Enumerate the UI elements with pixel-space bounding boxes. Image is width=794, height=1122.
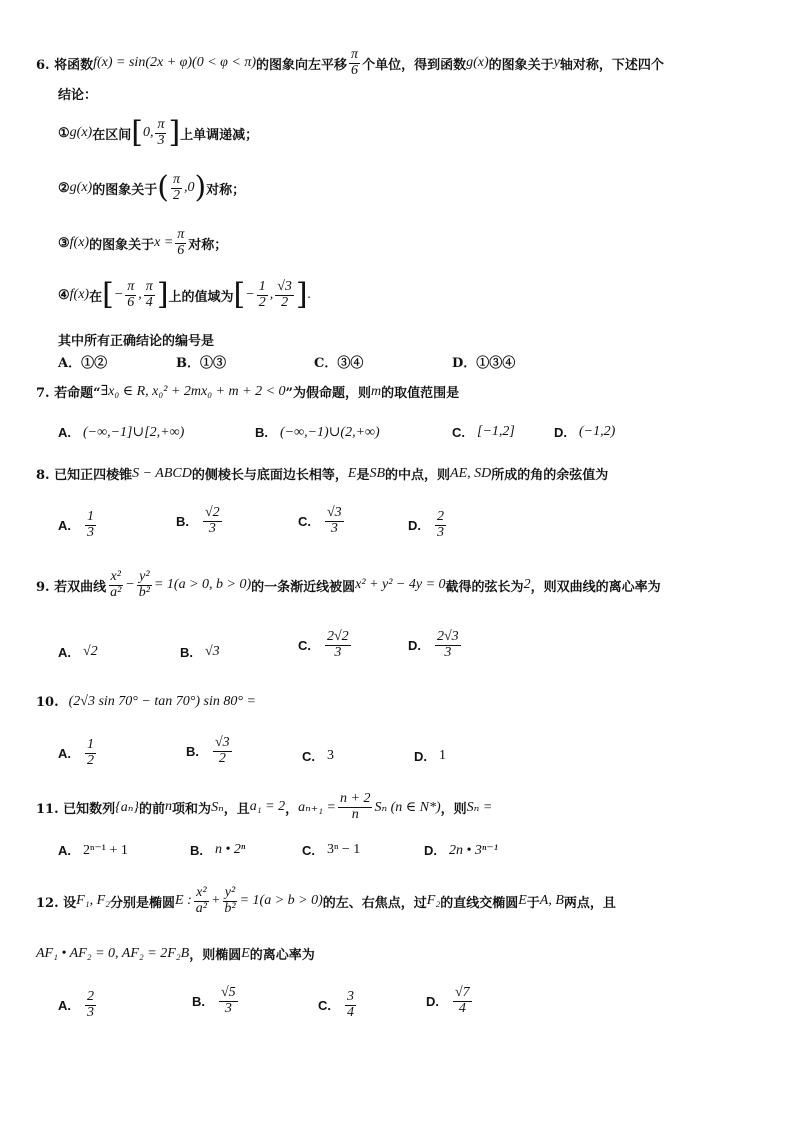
q9-mid2: 截得的弦长为 (445, 579, 524, 595)
frac-den: 2 (281, 294, 289, 310)
option-value: 3 (327, 748, 334, 763)
q11-mid: 的前 (139, 801, 166, 817)
frac-num: 2√2 (327, 629, 349, 644)
frac-num: 1 (87, 509, 94, 524)
q8-suffix: 所成的角的余弦值为 (491, 468, 609, 483)
frac-num: √5 (221, 985, 236, 1000)
s4-frac-d (275, 280, 294, 310)
frac-num: 1 (87, 737, 94, 752)
circled-2: ② (58, 180, 70, 196)
option-label: B. (255, 425, 268, 440)
option-label: D. (408, 517, 421, 533)
q12-line2 (36, 944, 315, 963)
q6-option-a[interactable]: A．①② (58, 356, 108, 371)
q11-sn2: Sₙ = (466, 799, 493, 815)
option-fraction (325, 630, 351, 660)
s3-fraction (175, 228, 186, 258)
q10-prefix: 10. (36, 694, 59, 710)
s4-mid2: 上的值域为 (168, 289, 234, 305)
q6-question-text: 其中所有正确结论的编号是 (58, 334, 215, 349)
q6-line2 (58, 84, 97, 103)
option-value: √3 (205, 644, 220, 659)
q9-option-c[interactable] (298, 630, 353, 660)
q9-suffix: ，则双曲线的离心率为 (530, 579, 661, 595)
q10-line (36, 694, 256, 710)
frac-den: 2 (87, 752, 94, 768)
q11-option-d[interactable] (424, 842, 498, 859)
q11-mid3: ，且 (223, 801, 250, 817)
q7-m: m (371, 383, 382, 399)
q9-line (36, 570, 661, 600)
q8-option-c[interactable] (298, 506, 346, 536)
q8-mid3: 的中点，则 (385, 468, 451, 483)
q8-pyramid: S − ABCD (132, 465, 192, 481)
q8-lines: AE, SD (450, 465, 492, 481)
s4-frac-c (257, 280, 268, 310)
period: . (307, 287, 312, 303)
frac-num: y² (139, 569, 150, 584)
circled-1: ① (58, 125, 70, 141)
q11-option-c[interactable] (302, 842, 360, 858)
option-label: B. (192, 993, 205, 1009)
frac-den: 3 (437, 524, 444, 540)
option-label: C. (452, 424, 465, 440)
s1-mid: 在区间 (92, 127, 132, 143)
frac-den: 3 (87, 524, 94, 540)
q6-suffix-c: 轴对称，下述四个 (559, 57, 664, 73)
q12-f2: F₂ (426, 893, 441, 909)
frac-num: x² (196, 885, 207, 900)
option-fraction (453, 986, 472, 1016)
frac-num: π (145, 279, 153, 294)
frac-den: 3 (157, 132, 165, 148)
frac-num: √2 (205, 505, 220, 520)
frac-den: 2 (258, 294, 266, 310)
q7-option-a[interactable] (58, 424, 184, 441)
q8-prefix: 8. 已知正四棱锥 (36, 468, 133, 483)
frac-num: √3 (215, 735, 230, 750)
frac-den: a² (110, 584, 122, 600)
minus-sign: − (245, 287, 255, 303)
frac-den: 6 (177, 242, 185, 258)
q7-option-c[interactable] (452, 424, 515, 440)
q12-eq: = 1(a > b > 0) (239, 893, 323, 909)
s4-frac-a (125, 280, 136, 310)
q7-suffix2: 的取值范围是 (381, 386, 460, 401)
q6-line1 (36, 48, 664, 78)
frac-num: 1 (258, 279, 266, 294)
option-label: A. (58, 997, 71, 1013)
q9-prefix: 9. 若双曲线 (36, 579, 107, 595)
q6-prefix: 6. 将函数 (36, 57, 94, 73)
option-value: (−∞,−1]∪[2,+∞) (83, 425, 185, 440)
frac-num: √3 (277, 279, 292, 294)
q8-option-a[interactable] (58, 510, 98, 540)
q6-statement-4 (58, 277, 312, 313)
q6-function: f(x) = sin(2x + φ)(0 < φ < π) (93, 55, 257, 71)
frac-den: 6 (127, 294, 135, 310)
minus-sign: − (113, 287, 124, 303)
q12-mid2: 的左、右焦点，过 (322, 895, 427, 911)
q9-mid: 的一条渐近线被圆 (251, 579, 356, 595)
q11-an1: aₙ₊₁ = (298, 799, 336, 815)
option-label: D. (554, 424, 567, 440)
s1-fraction (155, 118, 166, 148)
q7-suffix: ”为假命题，则 (285, 386, 372, 401)
frac-den: 2 (218, 750, 226, 766)
option-label: D. (408, 637, 421, 653)
option-fraction (85, 738, 96, 768)
q6-option-c[interactable]: C．③④ (314, 356, 364, 371)
frac-den: 3 (208, 520, 216, 536)
q8-line (36, 464, 608, 483)
bracket-right: ] (295, 277, 308, 313)
q6-suffix-a: 个单位，得到函数 (362, 57, 467, 73)
comma: , (138, 287, 142, 303)
q11-n: n (165, 799, 173, 815)
q7-line (36, 382, 459, 401)
q12-line2-end: 的离心率为 (249, 948, 315, 963)
q6-question (58, 330, 214, 349)
bracket-right: ] (168, 115, 181, 151)
q8-sb: SB (369, 465, 386, 481)
q6-shift-fraction (349, 48, 360, 78)
q11-suffix: ，则 (440, 801, 467, 817)
option-label: A. (58, 425, 71, 440)
q10-option-c[interactable] (302, 748, 334, 764)
s2-fraction (171, 173, 182, 203)
q12-e: E : (175, 893, 192, 909)
q12-mid: 分别是椭圆 (110, 895, 176, 911)
q8-mid: 的侧棱长与底面边长相等， (191, 468, 348, 483)
q6-mid: 的图象向左平移 (256, 57, 348, 73)
option-fraction (435, 630, 461, 660)
option-label: B. (180, 644, 193, 660)
q8-e: E (347, 465, 357, 481)
circled-3: ③ (58, 235, 70, 251)
option-label: A. (58, 745, 71, 761)
q12-mid3: 的直线交椭圆 (440, 895, 519, 911)
option-fraction (85, 510, 96, 540)
q9-option-d[interactable] (408, 630, 463, 660)
option-label: A. (58, 644, 71, 660)
q7-math: ∃x₀ ∈ R, x₀² + 2mx₀ + m + 2 < 0 (100, 384, 286, 399)
option-label: A. (58, 517, 71, 533)
q6-statement-3 (58, 228, 227, 258)
s3-suffix: 对称； (188, 237, 228, 253)
q11-option-a[interactable] (58, 842, 128, 859)
bracket-left: [ (102, 277, 114, 313)
frac-den: 3 (334, 644, 342, 660)
frac-num: 3 (347, 989, 354, 1004)
option-value: n • 2ⁿ (215, 842, 246, 857)
q12-mid4: 于 (526, 895, 540, 911)
q12-line1 (36, 886, 616, 916)
frac-num: 2√3 (437, 629, 459, 644)
q10-option-a[interactable] (58, 738, 98, 768)
option-fraction (435, 510, 446, 540)
frac-den: 3 (224, 1000, 232, 1016)
q11-prefix: 11. 已知数列 (36, 801, 116, 817)
option-label: C. (302, 748, 315, 764)
q12-vector-condition: AF₁ • AF₂ = 0, AF₂ = 2F₂B (36, 945, 190, 961)
frac-num: n + 2 (340, 791, 371, 806)
frac-den: 4 (347, 1004, 354, 1020)
option-value: (−1,2) (579, 424, 616, 439)
q12-ab: A, B (539, 893, 564, 909)
q9-frac-x (108, 570, 123, 600)
option-value: √2 (83, 644, 98, 659)
option-fraction (219, 986, 238, 1016)
s4-frac-b (144, 280, 155, 310)
frac-den: b² (138, 584, 150, 600)
s2-math: g(x) (69, 180, 93, 196)
q6-option-d[interactable]: D．①③④ (452, 356, 516, 371)
s1-math: g(x) (69, 125, 93, 141)
q10-math: (2√3 sin 70° − tan 70°) sin 80° = (68, 694, 256, 709)
s4-math: f(x) (69, 287, 90, 303)
frac-den: n (351, 806, 359, 822)
s1-suffix: 上单调递减； (180, 127, 259, 143)
frac-num: √3 (327, 505, 342, 520)
comma: , (269, 287, 274, 303)
frac-den: 4 (458, 1000, 466, 1016)
q12-line2-suffix: ，则椭圆 (189, 948, 242, 963)
q9-frac-y (137, 570, 152, 600)
s2-suffix: 对称； (206, 182, 246, 198)
q8-mid2: 是 (356, 468, 370, 483)
option-label: D. (426, 993, 439, 1009)
option-label: D. (424, 843, 437, 858)
frac-num: π (172, 172, 180, 187)
q9-two: 2 (523, 577, 531, 593)
q12-foci: F₁, F₂ (76, 893, 110, 909)
frac-num: π (177, 227, 185, 242)
frac-den: 6 (351, 62, 359, 78)
circled-4: ④ (58, 287, 70, 303)
q9-option-a[interactable] (58, 644, 98, 660)
q12-suffix: 两点，且 (563, 895, 616, 911)
q12-line2-e: E (241, 945, 250, 961)
s2-right: ,0 (183, 180, 195, 196)
q12-prefix: 12. 设 (36, 895, 77, 911)
frac-num: y² (224, 885, 236, 900)
frac-num: 2 (87, 989, 94, 1004)
q11-tail: Sₙ (n ∈ N*) (374, 799, 441, 815)
option-value: 2ⁿ⁻¹ + 1 (83, 843, 128, 858)
option-label: C. (298, 637, 311, 653)
option-value: [−1,2] (477, 424, 515, 439)
bracket-right: ] (156, 277, 169, 313)
q6-statement-2 (58, 170, 246, 206)
q11-a1: a₁ = 2 (249, 799, 286, 815)
frac-den: 3 (444, 644, 452, 660)
q8-option-b[interactable] (176, 506, 224, 536)
option-label: A. (58, 843, 71, 858)
option-label: C. (318, 997, 331, 1013)
option-fraction (85, 990, 96, 1020)
q11-fraction (338, 792, 372, 822)
frac-den: 4 (145, 294, 153, 310)
option-value: 2n • 3ⁿ⁻¹ (449, 843, 498, 858)
option-label: B. (190, 842, 203, 858)
s3-mid: 的图象关于 (89, 237, 155, 253)
q11-option-b[interactable] (190, 842, 245, 858)
q11-mid2: 项和为 (172, 801, 212, 817)
option-label: C. (298, 513, 311, 529)
frac-den: 3 (330, 520, 338, 536)
frac-den: a² (195, 900, 207, 916)
option-label: C. (302, 842, 315, 858)
paren-left: ( (157, 170, 169, 206)
option-fraction (345, 990, 356, 1020)
q9-circle: x² + y² − 4y = 0 (355, 577, 446, 593)
q7-option-d[interactable] (554, 424, 615, 440)
q12-option-b[interactable] (192, 986, 240, 1016)
option-label: D. (414, 748, 427, 764)
q7-option-b[interactable] (255, 424, 380, 441)
q6-conclusions-label: 结论： (58, 88, 98, 103)
q12-option-a[interactable] (58, 990, 98, 1020)
frac-den: b² (224, 900, 236, 916)
q6-g: g(x) (466, 55, 489, 71)
q11-line (36, 792, 492, 822)
q9-eq: = 1(a > 0, b > 0) (153, 577, 252, 593)
option-value: 3ⁿ − 1 (327, 842, 361, 857)
q6-suffix-b: 的图象关于 (488, 57, 554, 73)
frac-num: √7 (455, 985, 470, 1000)
frac-num: π (157, 117, 165, 132)
q10-option-b[interactable] (186, 736, 234, 766)
s2-mid: 的图象关于 (92, 182, 158, 198)
plus-sign: + (210, 893, 221, 909)
q12-frac-y (222, 886, 237, 916)
frac-num: π (351, 47, 359, 62)
q11-sequence: {aₙ} (115, 799, 140, 815)
q12-option-d[interactable] (426, 986, 474, 1016)
option-fraction (325, 506, 344, 536)
q11-mid4: ， (285, 801, 299, 817)
bracket-left: [ (131, 115, 143, 151)
frac-num: x² (110, 569, 121, 584)
q12-frac-x (194, 886, 209, 916)
q9-option-b[interactable] (180, 644, 220, 660)
q12-e2: E (518, 893, 527, 909)
bracket-left: [ (233, 277, 246, 313)
option-value: (−∞,−1)∪(2,+∞) (280, 425, 380, 440)
q6-y: y (553, 55, 560, 71)
q12-option-c[interactable] (318, 990, 358, 1020)
option-fraction (203, 506, 222, 536)
frac-den: 3 (87, 1004, 94, 1020)
q6-option-b[interactable]: B．①③ (176, 356, 226, 371)
q10-option-d[interactable] (414, 748, 446, 764)
option-label: B. (176, 513, 189, 529)
frac-den: 2 (172, 187, 180, 203)
option-label: B. (186, 743, 199, 759)
q7-prefix: 7. 若命题“ (36, 386, 101, 401)
frac-num: 2 (437, 509, 444, 524)
option-fraction (213, 736, 232, 766)
s3-math: f(x) (69, 235, 90, 251)
q8-option-d[interactable] (408, 510, 448, 540)
paren-right: ) (194, 170, 207, 206)
q11-sn: Sₙ (211, 799, 224, 815)
s4-mid: 在 (89, 289, 103, 305)
s1-left: 0, (142, 125, 154, 141)
frac-num: π (127, 279, 135, 294)
option-value: 1 (439, 748, 446, 763)
minus-sign: − (125, 577, 135, 593)
q6-statement-1 (58, 115, 259, 151)
s3-x: x = (154, 235, 174, 251)
